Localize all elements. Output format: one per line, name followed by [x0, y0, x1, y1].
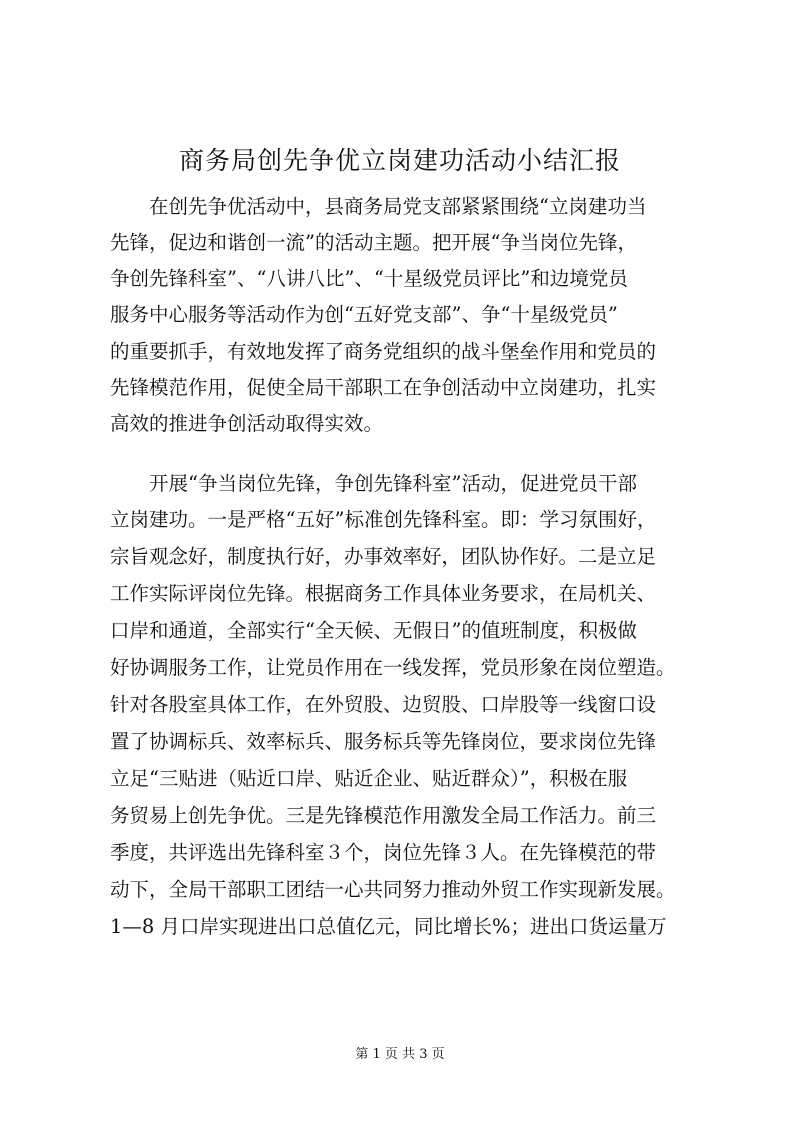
- paragraph-line: 季度，共评选出先锋科室３个，岗位先锋３人。在先锋模范的带: [110, 841, 657, 864]
- paragraph-line: 置了协调标兵、效率标兵、服务标兵等先锋岗位，要求岗位先锋: [110, 730, 657, 753]
- paragraph-line: 的重要抓手，有效地发挥了商务党组织的战斗堡垒作用和党员的: [110, 340, 657, 363]
- document-title: 商务局创先争优立岗建功活动小结汇报: [178, 146, 621, 175]
- paragraph-line: 立足“三贴进（贴近口岸、贴近企业、贴近群众）”，积极在服: [110, 767, 628, 790]
- paragraph-line: 务贸易上创先争优。三是先锋模范作用激发全局工作活力。前三: [110, 804, 657, 827]
- paragraph-line: 服务中心服务等活动作为创“五好党支部”、争“十星级党员”: [110, 303, 618, 326]
- page-footer: 第 1 页 共 3 页: [355, 1047, 445, 1062]
- paragraph-line: 动下，全局干部职工团结一心共同努力推动外贸工作实现新发展。: [110, 878, 676, 901]
- paragraph-line: 在创先争优活动中，县商务局党支部紧紧围绕“立岗建功当: [149, 195, 647, 218]
- paragraph-line: 工作实际评岗位先锋。根据商务工作具体业务要求，在局机关、: [110, 582, 657, 605]
- paragraph-line: 高效的推进争创活动取得实效。: [110, 412, 384, 435]
- paragraph-line: 立岗建功。一是严格“五好”标准创先锋科室。即：学习氛围好，: [110, 508, 657, 531]
- paragraph-line: 争创先锋科室”、“八讲八比”、“十星级党员评比”和边境党员: [110, 267, 628, 290]
- paragraph-line: 1—8 月口岸实现进出口总值亿元，同比增长%；进出口货运量万: [110, 915, 667, 938]
- paragraph-line: 开展“争当岗位先锋，争创先锋科室”活动，促进党员干部: [149, 472, 637, 495]
- paragraph-line: 好协调服务工作，让党员作用在一线发挥，党员形象在岗位塑造。: [110, 656, 676, 679]
- paragraph-line: 先锋，促边和谐创一流”的活动主题。把开展“争当岗位先锋，: [110, 231, 637, 254]
- paragraph-line: 口岸和通道，全部实行“全天候、无假日”的值班制度，积极做: [110, 619, 637, 642]
- paragraph-line: 先锋模范作用，促使全局干部职工在争创活动中立岗建功，扎实: [110, 376, 657, 399]
- paragraph-line: 宗旨观念好，制度执行好，办事效率好，团队协作好。二是立足: [110, 545, 657, 568]
- paragraph-line: 针对各股室具体工作，在外贸股、边贸股、口岸股等一线窗口设: [110, 693, 657, 716]
